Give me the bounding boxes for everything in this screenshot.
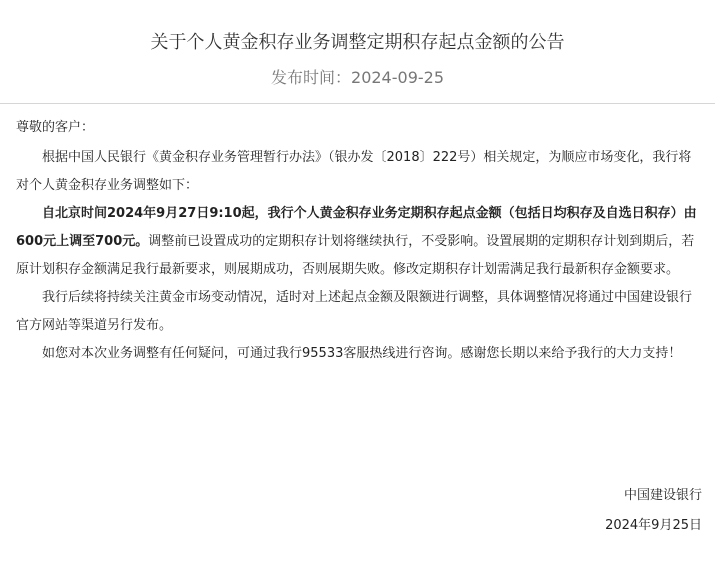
paragraph-adjustment bbox=[16, 200, 702, 284]
paragraph-follow-up: 我行后续将持续关注黄金市场变动情况，适时对上述起点金额及限额进行调整，具体调整情况将通过中国建设银行官方网站等渠道另行发布。 bbox=[16, 290, 693, 333]
notice-title: 关于个人黄金积存业务调整定期积存起点金额的公告 bbox=[150, 32, 565, 53]
header-divider bbox=[0, 103, 715, 104]
salutation: 尊敬的客户： bbox=[16, 120, 95, 135]
notice-body bbox=[16, 114, 702, 368]
publish-time-label: 发布时间： bbox=[271, 68, 352, 87]
paragraph-contact: 如您对本次业务调整有任何疑问，可通过我行95533客服热线进行咨询。感谢您长期以来给予我行的大力支持！ bbox=[42, 346, 682, 361]
signature-organization: 中国建设银行 bbox=[623, 488, 702, 503]
adjustment-details: 调整前已设置成功的定期积存计划将继续执行，不受影响。设置展期的定期积存计划到期后，若原计划积存金额满足我行最新要求，则展期成功，否则展期失败。修改定期积存计划需满足我行最新积存金额要求。 bbox=[16, 234, 695, 277]
paragraph-regulation: 根据中国人民银行《黄金积存业务管理暂行办法》（银办发〔2018〕222号）相关规定，为顺应市场变化，我行将对个人黄金积存业务调整如下： bbox=[16, 150, 692, 193]
signature-date: 2024年9月25日 bbox=[605, 518, 702, 533]
publish-time-value: 2024-09-25 bbox=[351, 68, 444, 87]
publish-time bbox=[0, 66, 715, 90]
adjustment-highlight: 自北京时间2024年9月27日9:10起，我行个人黄金积存业务定期积存起点金额（包括日均积存及自选日积存）由600元上调至700元。 bbox=[16, 206, 697, 249]
